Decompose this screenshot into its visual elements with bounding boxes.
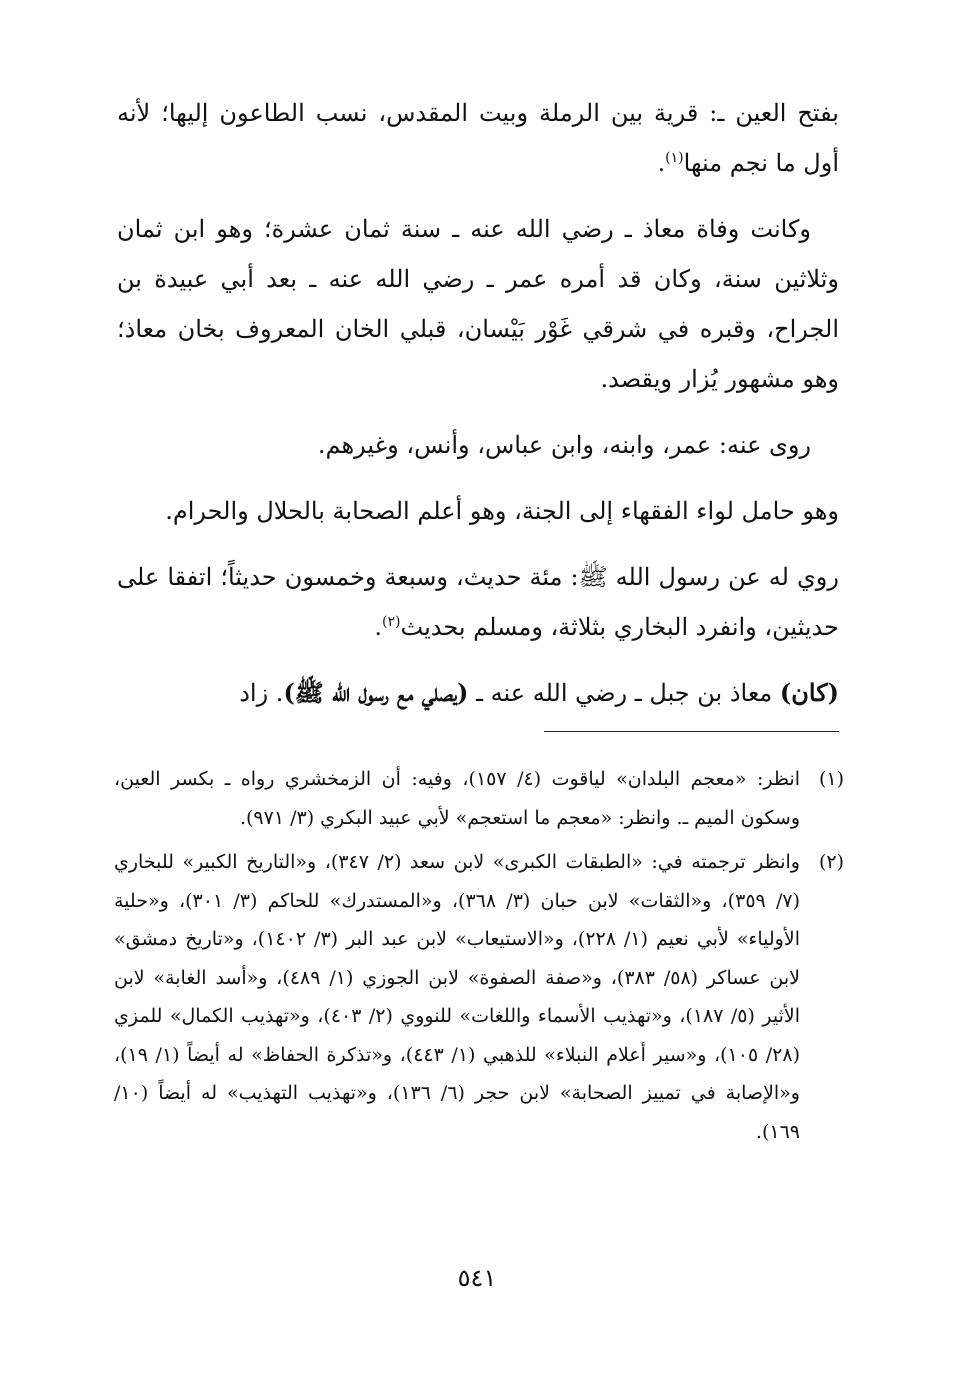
paragraph-5-text: روي له عن رسول الله ﷺ: مئة حديث، وسبعة وخمسون حديثاً؛ اتفقا على حديثين، وانفرد البخاري بثلاثة، ومسلم بحديث <box>117 563 839 641</box>
paragraph-4: وهو حامل لواء الفقهاء إلى الجنة، وهو أعلم الصحابة بالحلال والحرام. <box>165 497 839 525</box>
footnote-2 <box>114 843 844 1151</box>
page-number: ٥٤١ <box>457 1264 497 1292</box>
footnote-separator <box>544 731 839 732</box>
paragraph-5-end: . <box>374 613 383 641</box>
footnote-number: (٢) <box>818 851 844 873</box>
footnote-ref-2[interactable]: (٢) <box>382 614 401 630</box>
paragraph-2: وكانت وفاة معاذ ـ رضي الله عنه ـ سنة ثمان عشرة؛ وهو ابن ثمان وثلاثين سنة، وكان قد أمره عمر ـ رضي الله عنه ـ بعد أبي عبيدة بن الجراح، وقبره في شرقي غَوْر بَيْسان، قبلي الخان المعروف بخان معاذ؛ وهو مشهور يُزار ويقصد. <box>117 215 840 393</box>
footnote-text: انظر: «معجم البلدان» لياقوت (٤/ ١٥٧)، وفيه: أن الزمخشري رواه ـ بكسر العين، وسكون الميم ـ. وانظر: «معجم ما استعجم» لأبي عبيد البكري (٣/ ٩٧١). <box>114 768 800 829</box>
matn-quote: (يصلي مع رسول الله ﷺ) <box>283 678 469 707</box>
paragraph-3: روى عنه: عمر، وابنه، وابن عباس، وأنس، وغيرهم. <box>317 431 811 459</box>
main-text <box>117 88 839 718</box>
paragraph-1 <box>117 88 839 188</box>
footnotes <box>114 760 844 1151</box>
footnote-text: وانظر ترجمته في: «الطبقات الكبرى» لابن سعد (٢/ ٣٤٧)، و«التاريخ الكبير» للبخاري (٧/ ٣٥٩)، و«الثقات» لابن حبان (٣/ ٣٦٨)، و«المستدرك» للحاكم (٣/ ٣٠١)، و«حلية الأولياء» لأبي نعيم (١/ ٢٢٨)، و«الاستيعاب» لابن عبد البر (٣/ ١٤٠٢)، و«تاريخ دمشق» لابن عساكر (٥٨/ ٣٨٣)، و«صفة الصفوة» لابن الجوزي (١/ ٤٨٩)، و«أسد الغابة» لابن الأثير (٥/ ١٨٧)، و«تهذيب الأسماء واللغات» للنووي (٢/ ٤٠٣)، و«تهذيب الكمال» للمزي (٢٨/ ١٠٥)، و«سير أعلام النبلاء» للذهبي (١/ ٤٤٣)، و«تذكرة الحفاظ» له أيضاً (١/ ١٩)، و«الإصابة في تمييز الصحابة» لابن حجر (٦/ ١٣٦)، و«تهذيب التهذيب» له أيضاً (١٠/ ١٦٩). <box>114 851 801 1143</box>
paragraph-5 <box>117 552 839 652</box>
paragraph-1-text: بفتح العين ـ: قرية بين الرملة وبيت المقدس، نسب الطاعون إليها؛ لأنه أول ما نجم منها <box>117 99 839 177</box>
paragraph-6-end: . زاد <box>239 679 284 707</box>
matn-keyword-kana: (كان) <box>779 678 839 707</box>
footnote-1 <box>114 760 844 837</box>
footnote-ref-1[interactable]: (١) <box>665 150 684 166</box>
paragraph-6-text: معاذ بن جبل ـ رضي الله عنه ـ <box>468 679 780 707</box>
paragraph-6 <box>117 668 839 718</box>
paragraph-1-end: . <box>657 149 666 177</box>
footnote-number: (١) <box>818 768 844 790</box>
